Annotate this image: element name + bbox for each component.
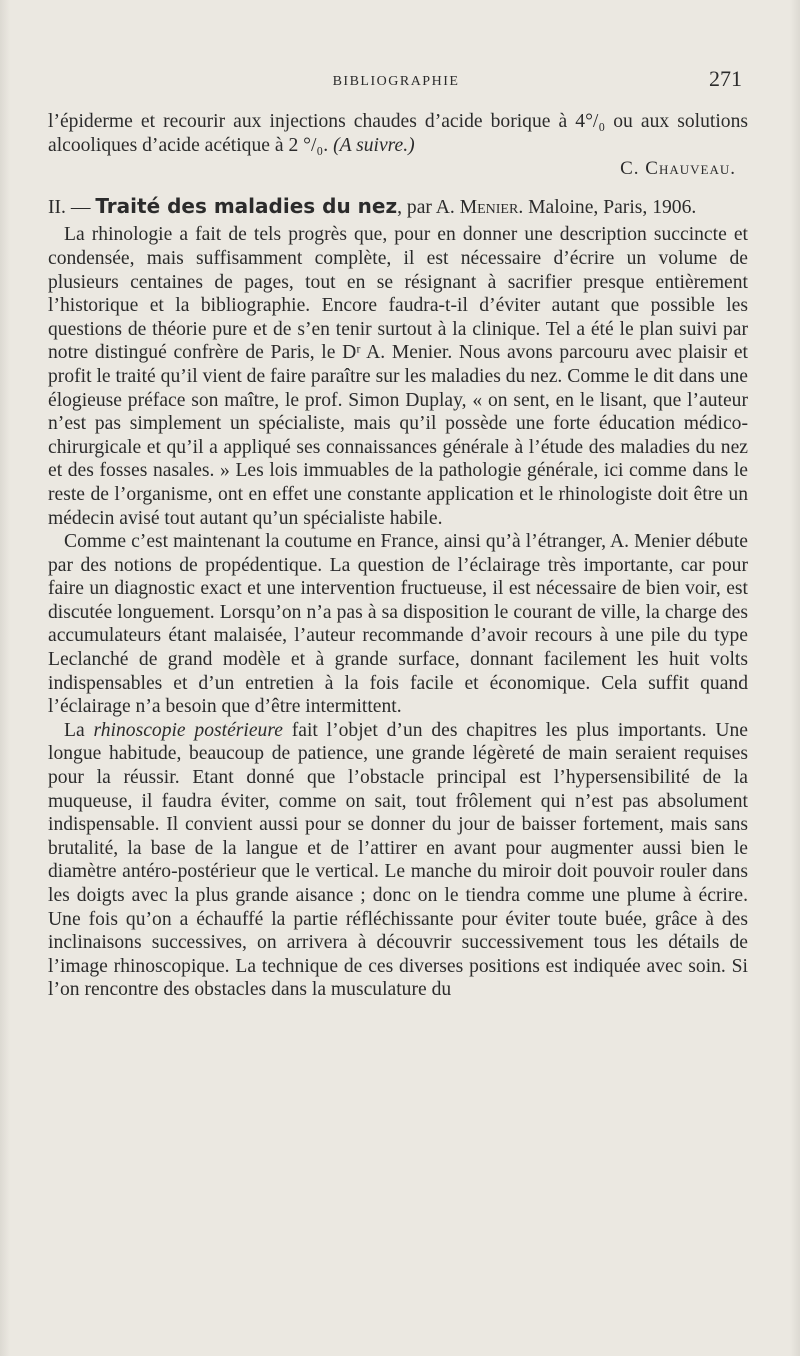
p3-emphasis: rhinoscopie postérieure — [93, 719, 283, 741]
review-by: , par A. — [397, 196, 460, 218]
author-name: Menier — [459, 196, 519, 218]
p3-lead: La — [64, 719, 94, 741]
review-paragraph-1: La rhinologie a fait de tels progrès que, pour en donner une description succincte et condensée, mais suffisamment complète, il est nécessaire d’écrire un volume de plusieurs centaines de pages, tout en se résignant à sacrifier presque entièrement l’historique et la bibliographie. Encore faudra-t-il d’éviter autant que possible les questions de théorie pure et de s’en tenir surtout à la clinique. Tel a été le plan suivi par notre distingué confrère de Paris, le Dʳ A. Menier. Nous avons parcouru avec plaisir et profit le traité qu’il vient de faire paraître sur les maladies du nez. Comme le dit dans une élogieuse préface son maître, le prof. Simon Duplay, « on sent, en le lisant, que l’auteur n’est pas simplement un spécialiste, mais qu’il possède une forte éducation médico-chirurgicale et qu’il a appliqué ses connaissances générale à l’étude des maladies du nez et des fosses nasales. » Les lois immuables de la pathologie générale, ici comme dans le reste de l’organisme, ont en effet une constante application et le rhinologiste doit être un médecin avisé tout autant qu’un spécialiste habile. — [48, 224, 748, 529]
review-heading — [48, 195, 748, 220]
review-number: II. — — [48, 196, 96, 218]
review-paragraph-2: Comme c’est maintenant la coutume en France, ainsi qu’à l’étranger, A. Menier débute par des notions de propédentique. La question de l’éclairage très importante, car pour faire un diagnostic exact et une intervention fructueuse, il est nécessaire de bien voir, est discutée longuement. Lorsqu’on n’a pas à sa disposition le courant de ville, la charge des accumulateurs étant malaisée, l’auteur recommande d’avoir recours à une pile du type Leclanché de grand modèle et à grande surface, donnant facilement les huit volts indispensables et d’un entretien à la fois facile et économique. Cela suffit quand l’éclairage n’a besoin que d’être intermittent. — [48, 531, 748, 718]
body-text — [48, 110, 748, 1002]
signature: C. Chauveau. — [620, 158, 736, 180]
book-title: Traité des maladies du nez — [95, 193, 398, 218]
review-paragraph-3 — [48, 719, 748, 1002]
publisher-info: . Maloine, Paris, 1906. — [518, 196, 697, 218]
suivre-note: (A suivre.) — [333, 134, 415, 156]
running-head-title: BIBLIOGRAPHIE — [332, 74, 460, 89]
carryover-text: l’épiderme et recourir aux injections chaudes d’acide borique à 4°/₀ ou aux solutions alcooliques d’acide acétique à 2 °/₀. — [48, 111, 748, 156]
p3-rest: fait l’objet d’un des chapitres les plus importants. Une longue habitude, beaucoup de patience, une grande légèreté de main seraient requises pour la réussir. Etant donné que l’obstacle principal est l’hypersensibilité de la muqueuse, il faudra éviter, comme on sait, tout frôlement qui n’est pas absolument indispensable. Il convient aussi pour se donner du jour de baisser fortement, mais sans brutalité, la base de la langue et de l’attirer en avant pour augmenter aussi bien le diamètre antéro-postérieur que le vertical. Le manche du miroir doit pouvoir rouler dans les doigts avec la plus grande aisance ; donc on le tiendra comme une plume à écrire. Une fois qu’on a échauffé la partie réfléchissante pour éviter toute buée, grâce à des inclinaisons successives, on arrivera à découvrir successivement tous les détails de l’image rhinoscopique. La technique de ces diverses positions est indiquée avec soin. Si l’on rencontre des obstacles dans la musculature du — [48, 719, 748, 1001]
running-head — [48, 66, 744, 94]
carryover-paragraph — [48, 110, 748, 157]
page-number: 271 — [709, 66, 742, 91]
